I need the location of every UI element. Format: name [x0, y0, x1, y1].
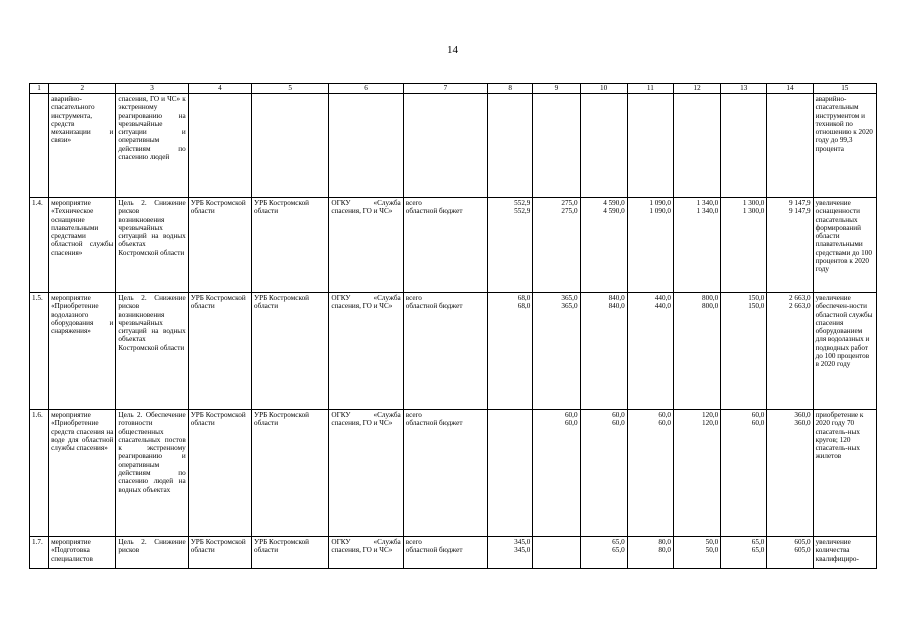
funding-source	[403, 410, 487, 537]
page-number: 14	[447, 44, 458, 56]
amount-col-10	[580, 94, 627, 198]
amount-col-14-line-1: 2 663,0	[789, 294, 811, 302]
funding-source-line-2	[406, 103, 485, 111]
amount-col-14-line-1	[769, 95, 810, 103]
responsible-executor: УРБ Костромской области	[188, 410, 251, 537]
amount-col-13-line-2: 150,0	[748, 302, 765, 311]
funding-source-line-2: областной бюджет	[405, 207, 463, 216]
activity-name: мероприятие «Подготовка специалистов	[49, 537, 116, 569]
table-body	[30, 84, 877, 569]
amount-col-9	[533, 293, 580, 410]
activity-name: аварийно-спасательного инструмента, средств механизации и связи»	[49, 94, 116, 198]
amount-col-11	[627, 537, 673, 569]
amount-col-9-line-1: 275,0	[561, 199, 578, 207]
amount-col-8	[488, 94, 533, 198]
amount-col-11-line-2: 440,0	[654, 302, 671, 311]
amount-col-12-line-2: 120,0	[702, 419, 719, 428]
amount-col-9-line-2	[535, 546, 577, 554]
column-number-10: 10	[580, 84, 627, 94]
amount-col-11	[627, 293, 673, 410]
amount-col-9-line-2: 275,0	[561, 207, 578, 216]
activity-name: мероприятие «Приобретение водолазного оборудования и снаряжения»	[49, 293, 116, 410]
amount-col-8-line-1: 345,0	[514, 538, 531, 546]
expected-result: увеличение обеспечен-ности областной службы спасения оборудованием для водолазных и подводных работ до 100 процентов в 2020 году	[813, 293, 876, 410]
amount-col-14	[767, 410, 813, 537]
amount-col-14	[767, 198, 813, 293]
co-executor: УРБ Костромской области	[252, 198, 329, 293]
amount-col-13-line-1: 1 300,0	[742, 199, 765, 207]
amount-col-13	[721, 410, 767, 537]
amount-col-13-line-1: 150,0	[748, 294, 765, 302]
funding-source-line-1: всего	[405, 294, 422, 302]
expected-result: аварийно-спасательным инструментом и техникой по отношению к 2020 году до 99,3 процента	[813, 94, 876, 198]
responsible-executor: УРБ Костромской области	[188, 293, 251, 410]
amount-col-12-line-2: 800,0	[702, 302, 719, 311]
funding-source-line-1: всего	[405, 199, 422, 207]
column-number-3: 3	[116, 84, 188, 94]
amount-col-11	[627, 198, 673, 293]
amount-col-12	[673, 410, 720, 537]
amount-col-8-line-1	[490, 95, 530, 103]
activity-goal: Цель 2. Снижение рисков возникновения чрезвычайных ситуаций на водных объектах Костромской области	[116, 198, 188, 293]
amount-col-9-line-1: 60,0	[564, 411, 578, 419]
amount-col-13	[721, 198, 767, 293]
amount-col-14-line-2: 2 663,0	[789, 302, 811, 311]
table-row	[30, 410, 877, 537]
amount-col-14	[767, 537, 813, 569]
column-number-1: 1	[30, 84, 49, 94]
amount-col-14	[767, 293, 813, 410]
column-number-13: 13	[721, 84, 767, 94]
responsible-executor: УРБ Костромской области	[188, 537, 251, 569]
amount-col-11-line-2: 1 090,0	[649, 207, 671, 216]
responsible-executor: УРБ Костромской области	[188, 198, 251, 293]
amount-col-10-line-2: 60,0	[612, 419, 625, 428]
activity-goal: спасения, ГО и ЧС» к экстренному реагированию на чрезвычайные ситуации и оперативным действиям по спасению людей	[116, 94, 188, 198]
amount-col-13-line-1	[723, 95, 764, 103]
funding-source	[403, 537, 487, 569]
amount-col-8-line-1	[490, 411, 530, 419]
activity-number	[30, 94, 49, 198]
amount-col-13-line-1: 60,0	[751, 411, 765, 419]
amount-col-13	[721, 537, 767, 569]
amount-col-10-line-1	[583, 95, 625, 103]
amount-col-8	[488, 537, 533, 569]
amount-col-12	[673, 198, 720, 293]
amount-col-8	[488, 410, 533, 537]
amount-col-10	[580, 293, 627, 410]
amount-col-14	[767, 94, 813, 198]
amount-col-14-line-2: 360,0	[794, 419, 811, 428]
amount-col-10-line-1: 65,0	[612, 538, 625, 546]
column-number-5: 5	[252, 84, 329, 94]
column-number-14: 14	[767, 84, 813, 94]
amount-col-13	[721, 94, 767, 198]
table-row	[30, 293, 877, 410]
column-number-4: 4	[188, 84, 251, 94]
amount-col-12	[673, 293, 720, 410]
amount-col-13-line-2: 65,0	[751, 546, 765, 555]
column-number-15: 15	[813, 84, 876, 94]
column-number-9: 9	[533, 84, 580, 94]
column-number-7: 7	[403, 84, 487, 94]
executor: ОГКУ «Служба спасения, ГО и ЧС»	[329, 410, 403, 537]
co-executor: УРБ Костромской области	[252, 537, 329, 569]
amount-col-12	[673, 537, 720, 569]
amount-col-8-line-2	[490, 419, 530, 427]
expected-result: приобретение к 2020 году 70 спасатель-ных кругов; 120 спасатель-ных жилетов	[813, 410, 876, 537]
funding-source	[403, 94, 487, 198]
amount-col-8-line-2: 345,0	[514, 546, 531, 555]
activity-goal: Цель 2. Снижение рисков	[116, 537, 188, 569]
amount-col-13	[721, 293, 767, 410]
table-row	[30, 94, 877, 198]
amount-col-12-line-1: 800,0	[702, 294, 719, 302]
amount-col-14-line-2: 605,0	[794, 546, 811, 555]
amount-col-14-line-2: 9 147,9	[789, 207, 811, 216]
amount-col-13-line-2: 60,0	[751, 419, 765, 428]
funding-source-line-1: всего	[405, 411, 422, 419]
amount-col-9-line-1	[535, 538, 577, 546]
amount-col-12-line-1	[676, 95, 718, 103]
amount-col-11-line-1: 80,0	[658, 538, 671, 546]
amount-col-11	[627, 94, 673, 198]
amount-col-9-line-2: 60,0	[564, 419, 578, 428]
amount-col-9	[533, 198, 580, 293]
column-number-6: 6	[329, 84, 403, 94]
column-number-2: 2	[49, 84, 116, 94]
amount-col-10	[580, 198, 627, 293]
activity-name: мероприятие «Приобретение средств спасения на воде для областной службы спасения»	[49, 410, 116, 537]
executor: ОГКУ «Служба спасения, ГО и ЧС»	[329, 198, 403, 293]
table-row	[30, 537, 877, 569]
column-number-8: 8	[488, 84, 533, 94]
amount-col-10	[580, 410, 627, 537]
column-number-row	[30, 84, 877, 94]
amount-col-10	[580, 537, 627, 569]
amount-col-9-line-1	[535, 95, 577, 103]
expected-result: увеличение количества квалифициро-	[813, 537, 876, 569]
amount-col-11-line-1	[630, 95, 671, 103]
amount-col-11-line-2	[630, 103, 671, 111]
amount-col-14-line-1: 360,0	[794, 411, 811, 419]
funding-source	[403, 198, 487, 293]
activity-number: 1.5.	[30, 293, 49, 410]
amount-col-9	[533, 410, 580, 537]
table-row	[30, 198, 877, 293]
amount-col-13-line-2	[723, 103, 764, 111]
amount-col-8-line-2	[490, 103, 530, 111]
activity-number: 1.7.	[30, 537, 49, 569]
amount-col-10-line-2: 840,0	[608, 302, 625, 311]
amount-col-12-line-1: 120,0	[702, 411, 719, 419]
amount-col-10-line-2: 65,0	[612, 546, 625, 555]
amount-col-11-line-2: 80,0	[658, 546, 671, 555]
amount-col-12-line-2	[676, 103, 718, 111]
amount-col-12-line-1: 50,0	[705, 538, 719, 546]
co-executor	[252, 94, 329, 198]
activity-name: мероприятие «Техническое оснащение плавательными средствами областной службы спасения»	[49, 198, 116, 293]
amount-col-11-line-1: 440,0	[654, 294, 671, 302]
amount-col-10-line-2	[583, 103, 625, 111]
amount-col-9	[533, 94, 580, 198]
amount-col-8	[488, 198, 533, 293]
amount-col-9-line-1: 365,0	[561, 294, 578, 302]
amount-col-11-line-2: 60,0	[658, 419, 671, 428]
activity-number: 1.6.	[30, 410, 49, 537]
program-activities-table	[29, 83, 877, 569]
amount-col-10-line-1: 60,0	[612, 411, 625, 419]
activity-goal: Цель 2. Обеспечение готовности общественных спасательных постов к экстренному реагированию и оперативным действиям по спасению людей на водных объектах	[116, 410, 188, 537]
funding-source-line-2: областной бюджет	[405, 546, 463, 555]
amount-col-13-line-1: 65,0	[751, 538, 765, 546]
amount-col-12	[673, 94, 720, 198]
amount-col-8-line-2: 552,9	[514, 207, 531, 216]
amount-col-8-line-1: 552,9	[514, 199, 531, 207]
amount-col-9-line-2	[535, 103, 577, 111]
amount-col-9-line-2: 365,0	[561, 302, 578, 311]
co-executor: УРБ Костромской области	[252, 410, 329, 537]
amount-col-10-line-2: 4 590,0	[603, 207, 625, 216]
responsible-executor	[188, 94, 251, 198]
executor	[329, 94, 403, 198]
funding-source-line-2: областной бюджет	[405, 419, 463, 428]
funding-source-line-1	[406, 95, 485, 103]
amount-col-14-line-1: 9 147,9	[789, 199, 811, 207]
amount-col-14-line-1: 605,0	[794, 538, 811, 546]
activity-goal: Цель 2. Снижение рисков возникновения чрезвычайных ситуаций на водных объектах Костромской области	[116, 293, 188, 410]
amount-col-10-line-1: 4 590,0	[603, 199, 625, 207]
amount-col-12-line-2: 1 340,0	[696, 207, 719, 216]
amount-col-11-line-1: 1 090,0	[649, 199, 671, 207]
executor: ОГКУ «Служба спасения, ГО и ЧС»	[329, 537, 403, 569]
expected-result: увеличение оснащенности спасательных формирований области плавательными средствами до 100 процентов к 2020 году	[813, 198, 876, 293]
funding-source	[403, 293, 487, 410]
column-number-11: 11	[627, 84, 673, 94]
amount-col-13-line-2: 1 300,0	[742, 207, 765, 216]
funding-source-line-1: всего	[405, 538, 422, 546]
amount-col-12-line-2: 50,0	[705, 546, 719, 555]
co-executor: УРБ Костромской области	[252, 293, 329, 410]
amount-col-8-line-1: 68,0	[517, 294, 531, 302]
amount-col-8	[488, 293, 533, 410]
amount-col-11-line-1: 60,0	[658, 411, 671, 419]
amount-col-12-line-1: 1 340,0	[696, 199, 719, 207]
amount-col-11	[627, 410, 673, 537]
amount-col-9	[533, 537, 580, 569]
amount-col-8-line-2: 68,0	[517, 302, 531, 311]
activity-number: 1.4.	[30, 198, 49, 293]
amount-col-10-line-1: 840,0	[608, 294, 625, 302]
executor: ОГКУ «Служба спасения, ГО и ЧС»	[329, 293, 403, 410]
funding-source-line-2: областной бюджет	[405, 302, 463, 311]
column-number-12: 12	[673, 84, 720, 94]
amount-col-14-line-2	[769, 103, 810, 111]
